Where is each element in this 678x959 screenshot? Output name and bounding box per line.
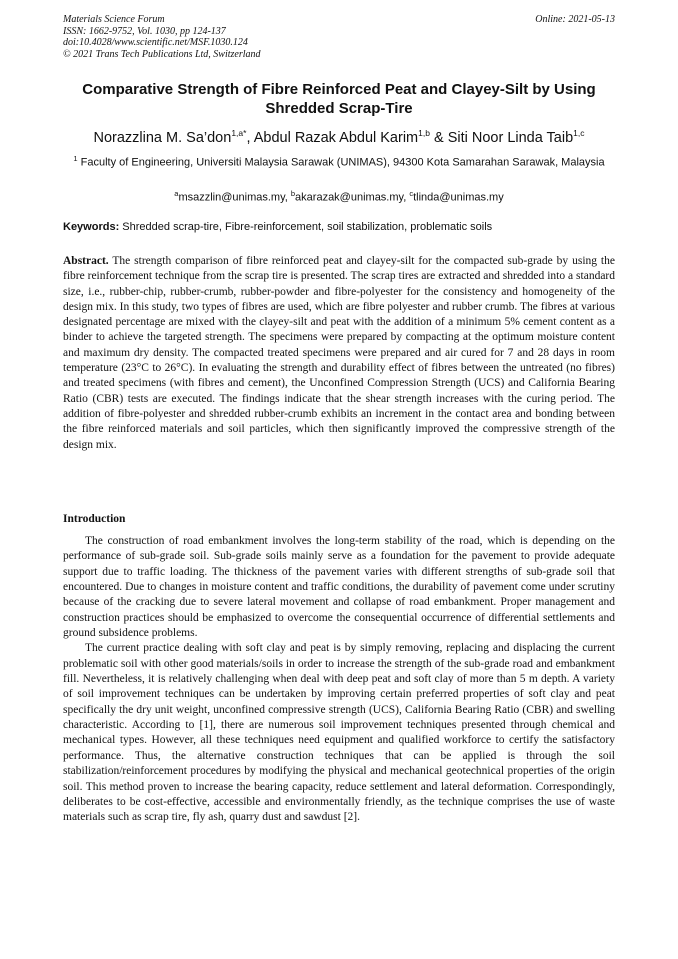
abstract xyxy=(63,254,615,453)
email-link[interactable]: msazzlin@unimas.my, xyxy=(178,191,291,204)
paragraph: The construction of road embankment involves the long-term stability of the road, which is depending on the performance of sub-grade soil. Sub-grade soils mainly serve as a foundation for the pavement to provide adequate support due to traffic loading. The thickness of the pavement varies with different strengths of sub-grade soil that encountered. Due to changes in moisture content and traffic conditions, the durability of pavement come under scrutiny because of the cracking due to severe lateral movement and collapse of road embankment. Proper management and construction practices should be emphasized to overcome the consequential occurrence of differential settlements and ground subsidence problems. xyxy=(63,535,615,640)
author-separator: , xyxy=(246,129,254,146)
keywords xyxy=(63,220,623,235)
email-mark: a xyxy=(174,189,179,198)
affiliation-mark: 1 xyxy=(73,154,78,163)
author-affiliation-mark: 1,a* xyxy=(231,128,247,138)
author-separator: & xyxy=(429,129,448,146)
affiliation-text: Faculty of Engineering, Universiti Malaysia Sarawak (UNIMAS), 94300 Kota Samarahan Sarawak, Malaysia xyxy=(77,156,605,169)
paper-title: Comparative Strength of Fibre Reinforced Peat and Clayey-Silt by Using Shredded Scrap-Tire xyxy=(82,81,596,117)
section-heading-introduction: Introduction xyxy=(63,513,126,525)
email-mark: c xyxy=(409,189,414,198)
author-list xyxy=(40,124,638,147)
author-name: Siti Noor Linda Taib xyxy=(447,129,574,146)
abstract-text: The strength comparison of fibre reinforced peat and clayey-silt for the compacted sub-grade by using the fibre reinforcement technique from the scrap tire is presented. The scrap tires are extracted and shredded into a standard size, i.e., rubber-chip, rubber-crumb, rubber-powder and fibre-polyester for the consistency and homogeneity of the design mix. In this study, two types of fibres are used, which are fibre polyester and rubber crumb. The fibres at various designated percentage are mixed with the clayey-silt and peat with the addition of a minimum 5% cement content as a binder to achieve the targeted strength. The specimens were prepared by compacting at the optimum moisture content and maximum dry density. The compacted treated specimens were prepared and air cured for 7 and 28 days in room temperature (23°C to 26°C). In evaluating the strength and durability effect of fibres between the untreated (no fibres) and treated specimens (with fibres and cement), the Unconfined Compression Strength (UCS) and California Bearing Ratio (CBR) tests are executed. The findings indicate that the shear strength increases with the curing period. The addition of fibre-polyester and shredded rubber-crumb exhibits an increment in the contact area and bonding between the fibre reinforced materials and soil particles, which then significantly improved the compressive strength of the design mix. xyxy=(63,255,615,451)
journal-header xyxy=(63,14,615,60)
keywords-label: Keywords: xyxy=(63,221,120,233)
email-link[interactable]: akarazak@unimas.my, xyxy=(295,191,410,204)
abstract-label: Abstract. xyxy=(63,255,109,267)
online-date: Online: 2021-05-13 xyxy=(535,14,615,25)
author-affiliation-mark: 1,b xyxy=(418,128,430,138)
journal-doi: doi:10.4028/www.scientific.net/MSF.1030.124 xyxy=(63,37,248,48)
affiliation xyxy=(70,151,608,171)
introduction-body xyxy=(63,534,615,826)
keywords-text: Shredded scrap-tire, Fibre-reinforcement, soil stabilization, problematic soils xyxy=(119,221,493,233)
author-emails xyxy=(50,186,628,206)
author-name: Abdul Razak Abdul Karim xyxy=(253,129,419,146)
journal-copyright: © 2021 Trans Tech Publications Ltd, Switzerland xyxy=(63,48,261,60)
journal-issn: ISSN: 1662-9752, Vol. 1030, pp 124-137 xyxy=(63,25,226,37)
email-link[interactable]: tlinda@unimas.my xyxy=(413,191,504,204)
author-affiliation-mark: 1,c xyxy=(573,128,585,138)
email-mark: b xyxy=(290,189,296,198)
author-name: Norazzlina M. Sa’don xyxy=(93,129,232,146)
paragraph: The current practice dealing with soft clay and peat is by simply removing, replacing and displacing the current problematic soil with other good materials/soils in order to increase the strength of the sub-grade road and embankment fill. Nevertheless, it is relatively challenging when deal with deep peat and soft clay of more than 5 m depth. A variety of soil improvement techniques can be undertaken by improving certain preferred properties of soft clay and peat specifically the dry unit weight, unconfined compressive strength (UCS), California Bearing Ratio (CBR) and swelling characteristic. According to [1], there are numerous soil improvement techniques presented through chemical and mechanical types. However, all these techniques need equipment and qualified workforce to certify the satisfactory performance. Thus, the alternative construction techniques that can be applied is through the soil stabilization/reinforcement procedures by modifying the physical and mechanical geotechnical properties of the origin soil. This method proven to increase the bearing capacity, reduce settlement and lateral deformation. Correspondingly, deliberates to be cost-effective, accessible and environmentally friendly, as the technique comprises the use of waste materials such as scrap tire, fly ash, quarry dust and sawdust [2]. xyxy=(63,642,615,824)
journal-name: Materials Science Forum xyxy=(63,14,165,25)
